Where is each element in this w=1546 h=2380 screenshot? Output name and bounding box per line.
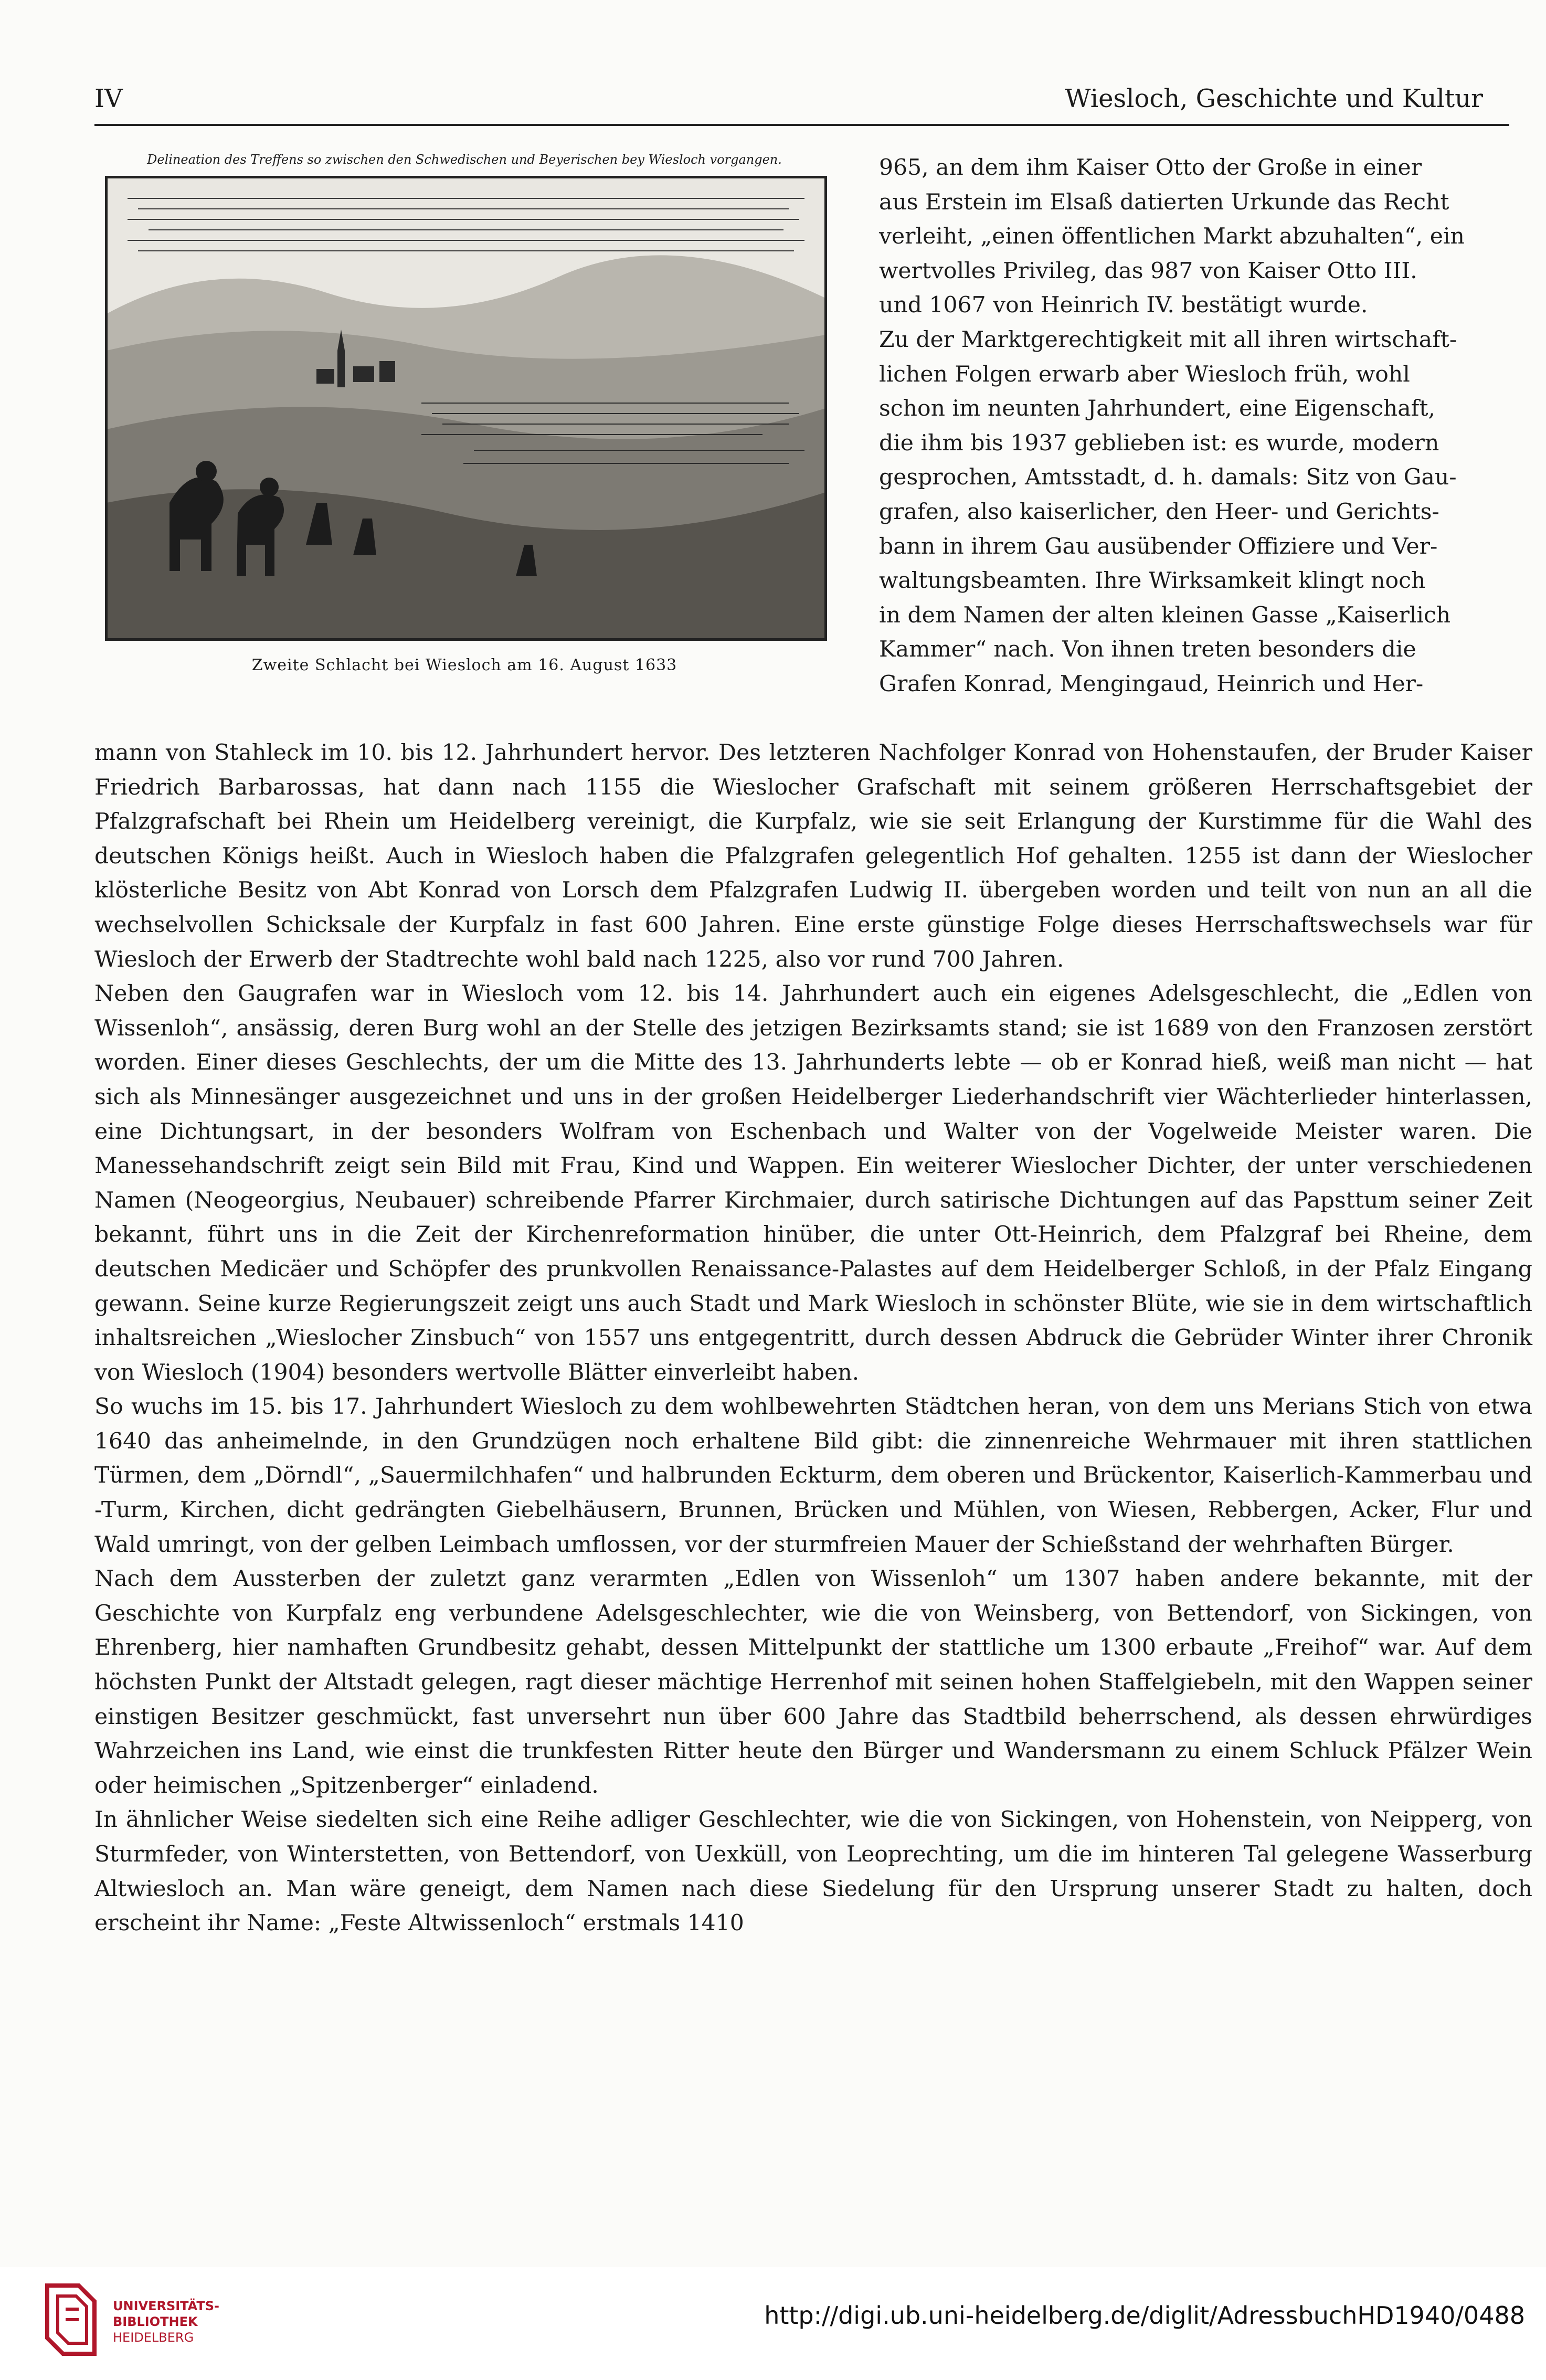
- engraving-title: Delineation des Treffens so zwischen den Schwedischen und Beyerischen bey Wiesloch vorgangen.: [147, 152, 782, 167]
- column-line: die ihm bis 1937 geblieben ist: es wurde, modern: [879, 430, 1439, 456]
- figure-caption: Zweite Schlacht bei Wiesloch am 16. August 1633: [251, 656, 677, 674]
- column-line: waltungsbeamten. Ihre Wirksamkeit klingt noch: [879, 568, 1426, 594]
- column-line: aus Erstein im Elsaß datierten Urkunde das Recht: [879, 189, 1449, 215]
- column-line: lichen Folgen erwarb aber Wiesloch früh, wohl: [879, 361, 1410, 387]
- page-header: [94, 79, 1483, 121]
- column-line: Grafen Konrad, Mengingaud, Heinrich und Her-: [879, 671, 1424, 697]
- running-head: Wiesloch, Geschichte und Kultur: [1065, 84, 1483, 113]
- paragraph: Neben den Gaugrafen war in Wiesloch vom 12. bis 14. Jahrhundert auch ein eigenes Adelsgeschlecht, die „Edlen von Wissenloh“, ansässig, deren Burg wohl an der Stelle des jetzigen Bezirksamts stand; sie ist 1689 von den Franzosen zerstört worden. Einer dieses Geschlechts, der um die Mitte des 13. Jahrhunderts lebte — ob er Konrad hieß, weiß man nicht — hat sich als Minnesänger ausgezeichnet und uns in der großen Heidelberger Liederhandschrift vier Wächterlieder hinterlassen, eine Dichtungsart, in der besonders Wolfram von Eschenbach und Walter von der Vogelweide Meister waren. Die Manessehandschrift zeigt sein Bild mit Frau, Kind und Wappen. Ein weiterer Wieslocher Dichter, der unter verschiedenen Namen (Neogeorgius, Neubauer) schreibende Pfarrer Kirchmaier, durch satirische Dichtungen auf das Papsttum seiner Zeit bekannt, führt uns in die Zeit der Kirchenreformation hinüber, die unter Ott-Heinrich, dem Pfalzgraf bei Rheine, dem deutschen Medicäer und Schöpfer des prunkvollen Renaissance-Palastes auf dem Heidelberger Schloß, in der Pfalz Eingang gewann. Seine kurze Regierungszeit zeigt uns auch Stadt und Mark Wiesloch in schönster Blüte, wie sie in dem wirtschaftlich inhaltsreichen „Wieslocher Zinsbuch“ von 1557 uns entgegentritt, durch dessen Abdruck die Gebrüder Winter ihrer Chronik von Wiesloch (1904) besonders wertvolle Blätter einverleibt haben.: [94, 981, 1532, 1385]
- header-rule: [94, 124, 1509, 126]
- column-line: wertvolles Privileg, das 987 von Kaiser Otto III.: [879, 258, 1417, 284]
- battle-engraving-image: [105, 176, 827, 641]
- column-line: Kammer“ nach. Von ihnen treten besonders die: [879, 637, 1416, 663]
- column-line: bann in ihrem Gau ausübender Offiziere und Ver-: [879, 533, 1438, 559]
- library-logo-icon: [37, 2280, 105, 2359]
- paragraph: Nach dem Aussterben der zuletzt ganz verarmten „Edlen von Wissenloh“ um 1307 haben andere bekannte, mit der Geschichte von Kurpfalz eng verbundene Adelsgeschlechter, wie die von Weinsberg, von Bettendorf, von Sickingen, von Ehrenberg, hier namhaften Grundbesitz gehabt, dessen Mittelpunkt der stattliche um 1300 erbaute „Freihof“ war. Auf dem höchsten Punkt der Altstadt gelegen, ragt dieser mächtige Herrenhof mit seinen hohen Staffelgiebeln, mit den Wappen seiner einstigen Besitzer geschmückt, fast unversehrt nun über 600 Jahre das Stadtbild beherrschend, als dessen ehrwürdiges Wahrzeichen ins Land, wie einst die trunkfesten Ritter heute den Bürger und Wandersmann zu einem Schluck Pfälzer Wein oder heimischen „Spitzenberger“ einladend.: [94, 1566, 1532, 1799]
- page-number: IV: [94, 84, 123, 113]
- column-line: gesprochen, Amtsstadt, d. h. damals: Sitz von Gau-: [879, 464, 1457, 491]
- paragraph: So wuchs im 15. bis 17. Jahrhundert Wiesloch zu dem wohlbewehrten Städtchen heran, von dem uns Merians Stich von etwa 1640 das anheimelnde, in den Grundzügen noch erhaltene Bild gibt: die zinnenreiche Wehrmauer mit ihren stattlichen Türmen, dem „Dörndl“, „Sauermilchhafen“ und halbrunden Eckturm, dem oberen und Brückentor, Kaiserlich-Kammerbau und -Turm, Kirchen, dicht gedrängten Giebelhäusern, Brunnen, Brücken und Mühlen, von Wiesen, Rebbergen, Acker, Flur und Wald umringt, von der gelben Leimbach umflossen, vor der sturmfreien Mauer der Schießstand der wehrhaften Bürger.: [94, 1394, 1532, 1558]
- digitization-footer: [0, 2267, 1546, 2380]
- source-url-link[interactable]: http://digi.ub.uni-heidelberg.de/diglit/AdressbuchHD1940/0488: [764, 2301, 1525, 2330]
- column-line: 965, an dem ihm Kaiser Otto der Große in einer: [879, 155, 1422, 181]
- column-line: schon im neunten Jahrhundert, eine Eigenschaft,: [879, 396, 1435, 422]
- library-name-line1: UNIVERSITÄTS-: [113, 2299, 220, 2313]
- engraving-illustration: [107, 177, 825, 639]
- column-line: grafen, also kaiserlicher, den Heer- und Gerichts-: [879, 499, 1439, 525]
- column-line: verleiht, „einen öffentlichen Markt abzuhalten“, ein: [879, 224, 1465, 250]
- column-line: in dem Namen der alten kleinen Gasse „Kaiserlich: [879, 602, 1451, 628]
- paragraph: mann von Stahleck im 10. bis 12. Jahrhundert hervor. Des letzteren Nachfolger Konrad von Hohenstaufen, der Bruder Kaiser Friedrich Barbarossas, hat dann nach 1155 die Wieslocher Grafschaft mit seinem größeren Herrschaftsgebiet der Pfalzgrafschaft bei Rhein um Heidelberg vereinigt, die Kurpfalz, wie sie seit Erlangung der Kurstimme für die Wahl des deutschen Königs heißt. Auch in Wiesloch haben die Pfalzgrafen gelegentlich Hof gehalten. 1255 ist dann der Wieslocher klösterliche Besitz von Abt Konrad von Lorsch dem Pfalzgrafen Ludwig II. übergeben worden und teilt von nun an all die wechselvollen Schicksale der Kurpfalz in fast 600 Jahren. Eine erste günstige Folge dieses Herrschaftswechsels war für Wiesloch der Erwerb der Stadtrechte wohl bald nach 1225, also vor rund 700 Jahren.: [94, 740, 1532, 972]
- paragraph: In ähnlicher Weise siedelten sich eine Reihe adliger Geschlechter, wie die von Sickingen, von Hohenstein, von Neipperg, von Sturmfeder, von Winterstetten, von Bettendorf, von Uexküll, von Leoprechting, um die im hinteren Tal gelegene Wasserburg Altwiesloch an. Man wäre geneigt, dem Namen nach diese Siedelung für den Ursprung unserer Stadt zu halten, doch erscheint ihr Name: „Feste Altwissenloch“ erstmals 1410: [94, 1807, 1532, 1937]
- library-name-line3: HEIDELBERG: [113, 2330, 194, 2345]
- battle-engraving-figure: [94, 152, 834, 708]
- column-line: Zu der Marktgerechtigkeit mit all ihren wirtschaft-: [879, 326, 1457, 353]
- body-text: [94, 736, 1532, 1941]
- column-line: und 1067 von Heinrich IV. bestätigt wurde.: [879, 292, 1368, 319]
- column-text: [879, 151, 1532, 702]
- library-name-line2: BIBLIOTHEK: [113, 2314, 198, 2329]
